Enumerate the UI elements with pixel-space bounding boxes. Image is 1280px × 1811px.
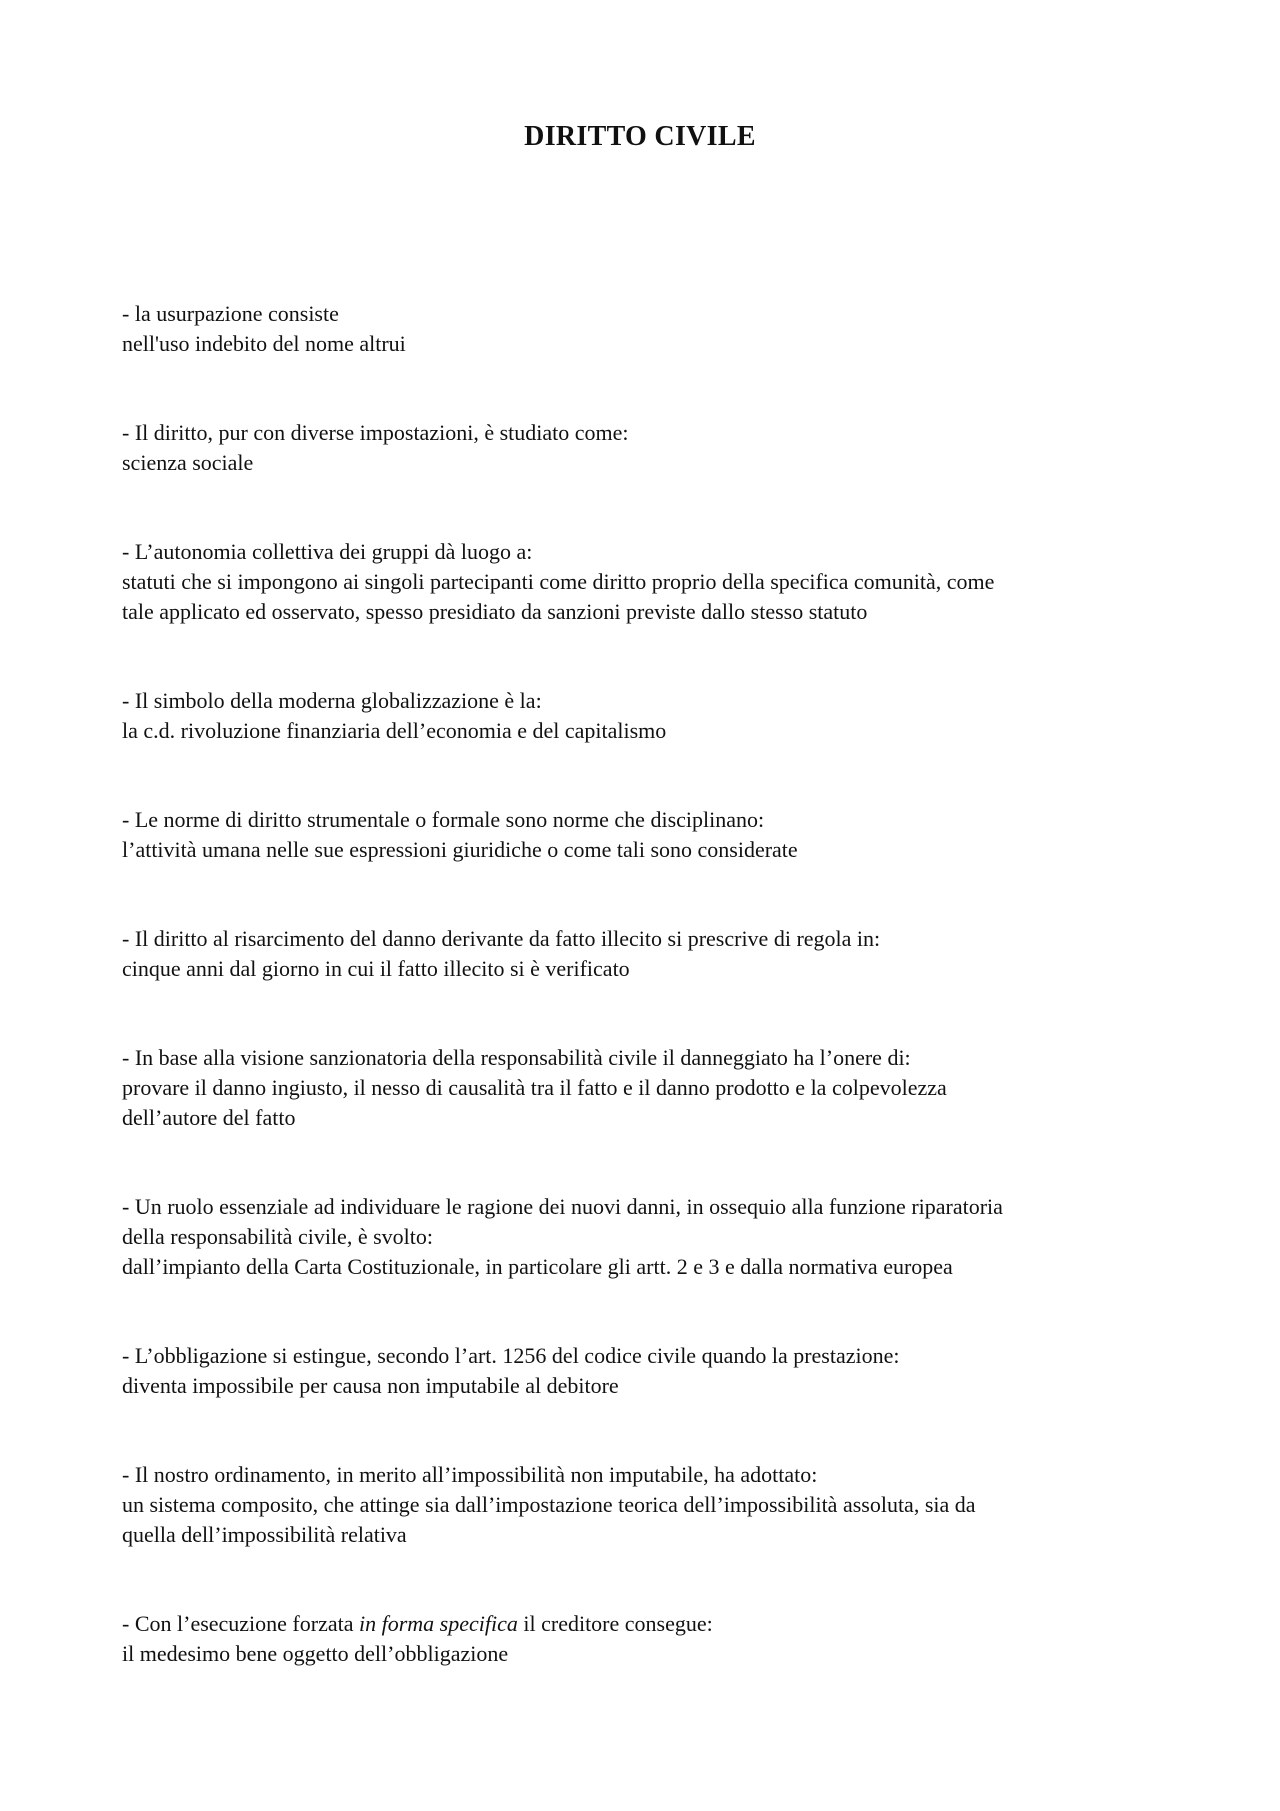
- question-3: - L’autonomia collettiva dei gruppi dà luogo a:: [122, 539, 533, 564]
- question-4: - Il simbolo della moderna globalizzazione è la:: [122, 688, 542, 713]
- qa-item-9: [122, 1341, 1182, 1401]
- question-11: [122, 1609, 1182, 1639]
- question-10: - Il nostro ordinamento, in merito all’impossibilità non imputabile, ha adottato:: [122, 1462, 818, 1487]
- answer-6: cinque anni dal giorno in cui il fatto illecito si è verificato: [122, 956, 630, 981]
- answer-3: statuti che si impongono ai singoli partecipanti come diritto proprio della specifica comunità, come tale applicato ed osservato, spesso presidiato da sanzioni previste dallo stesso statuto: [122, 569, 995, 624]
- qa-item-2: [122, 418, 1182, 478]
- question-9: - L’obbligazione si estingue, secondo l’art. 1256 del codice civile quando la prestazione:: [122, 1343, 900, 1368]
- answer-9: diventa impossibile per causa non imputabile al debitore: [122, 1373, 619, 1398]
- qa-item-8: [122, 1192, 1182, 1282]
- question-7: - In base alla visione sanzionatoria della responsabilità civile il danneggiato ha l’onere di:: [122, 1045, 911, 1070]
- qa-item-4: [122, 686, 1182, 746]
- question-11-italic: in forma specifica: [359, 1611, 518, 1636]
- answer-8: dall’impianto della Carta Costituzionale, in particolare gli artt. 2 e 3 e dalla normativa europea: [122, 1254, 953, 1279]
- qa-item-6: [122, 924, 1182, 984]
- answer-4: la c.d. rivoluzione finanziaria dell’economia e del capitalismo: [122, 718, 667, 743]
- question-11-tail: il creditore consegue:: [517, 1611, 713, 1636]
- qa-item-11: [122, 1609, 1182, 1669]
- answer-2: scienza sociale: [122, 450, 254, 475]
- qa-item-1: [122, 299, 1182, 359]
- answer-1: nell'uso indebito del nome altrui: [122, 331, 406, 356]
- document-title: DIRITTO CIVILE: [524, 121, 756, 152]
- qa-item-3: [122, 537, 1182, 627]
- question-6: - Il diritto al risarcimento del danno derivante da fatto illecito si prescrive di regola in:: [122, 926, 881, 951]
- answer-10: un sistema composito, che attinge sia dall’impostazione teorica dell’impossibilità assoluta, sia da quella dell’impossibilità relativa: [122, 1492, 976, 1547]
- answer-7: provare il danno ingiusto, il nesso di causalità tra il fatto e il danno prodotto e la colpevolezza dell’autore del fatto: [122, 1075, 947, 1130]
- question-11-lead: - Con l’esecuzione forzata: [122, 1611, 359, 1636]
- question-8: - Un ruolo essenziale ad individuare le ragione dei nuovi danni, in ossequio alla funzione riparatoria della responsabilità civile, è svolto:: [122, 1194, 1003, 1249]
- question-1: - la usurpazione consiste: [122, 301, 339, 326]
- qa-item-7: [122, 1043, 1182, 1133]
- qa-item-10: [122, 1460, 1182, 1550]
- answer-5: l’attività umana nelle sue espressioni giuridiche o come tali sono considerate: [122, 837, 798, 862]
- answer-11: il medesimo bene oggetto dell’obbligazione: [122, 1641, 509, 1666]
- question-2: - Il diritto, pur con diverse impostazioni, è studiato come:: [122, 420, 629, 445]
- qa-item-5: [122, 805, 1182, 865]
- question-5: - Le norme di diritto strumentale o formale sono norme che disciplinano:: [122, 807, 765, 832]
